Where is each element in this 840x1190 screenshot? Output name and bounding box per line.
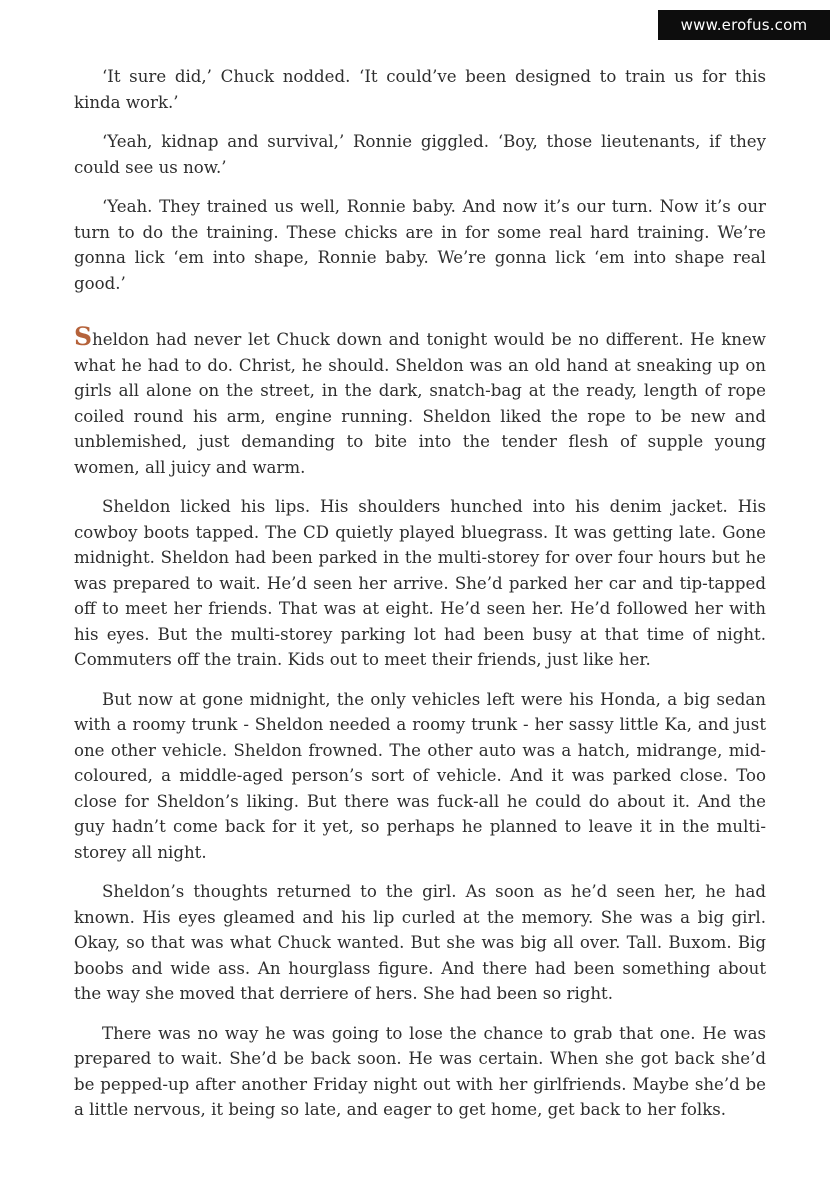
opening-paragraph xyxy=(74,324,766,480)
paragraph: Sheldon’s thoughts returned to the girl. As soon as he’d seen her, he had known. His eyes gleamed and his lip curled at the memory. She was a big girl. Okay, so that was what Chuck wanted. But she was big all over. Tall. Buxom. Big boobs and wide ass. An hourglass figure. And there had been something about the way she moved that derriere of hers. She had been so right. xyxy=(74,882,766,1003)
paragraph: ‘It sure did,’ Chuck nodded. ‘It could’ve been designed to train us for this kinda work.’ xyxy=(74,67,766,112)
opening-paragraph-text: heldon had never let Chuck down and tonight would be no different. He knew what he had to do. Christ, he should. Sheldon was an old hand at sneaking up on girls all alone on the street, in the dark, snatch-bag at the ready, length of rope coiled round his arm, engine running. Sheldon liked the rope to be new and unblemished, just demanding to bite into the tender flesh of supple young women, all juicy and warm. xyxy=(74,330,766,477)
paragraph: ‘Yeah. They trained us well, Ronnie baby. And now it’s our turn. Now it’s our turn to do the training. These chicks are in for some real hard training. We’re gonna lick ‘em into shape, Ronnie baby. We’re gonna lick ‘em into shape real good.’ xyxy=(74,197,766,293)
paragraph: Sheldon licked his lips. His shoulders hunched into his denim jacket. His cowboy boots tapped. The CD quietly played bluegrass. It was getting late. Gone midnight. Sheldon had been parked in the multi-storey for over four hours but he was prepared to wait. He’d seen her arrive. She’d parked her car and tip-tapped off to meet her friends. That was at eight. He’d seen her. He’d followed her with his eyes. But the multi-storey parking lot had been busy at that time of night. Commuters off the train. Kids out to meet their friends, just like her. xyxy=(74,497,766,669)
paragraph: There was no way he was going to lose the chance to grab that one. He was prepared to wait. She’d be back soon. He was certain. When she got back she’d be pepped-up after another Friday night out with her girlfriends. Maybe she’d be a little nervous, it being so late, and eager to get home, get back to her folks. xyxy=(74,1023,766,1119)
dialogue-section xyxy=(74,64,766,310)
paragraph: But now at gone midnight, the only vehicles left were his Honda, a big sedan with a roomy trunk - Sheldon needed a roomy trunk - her sassy little Ka, and just one other vehicle. Sheldon frowned. The other auto was a hatch, midrange, mid-coloured, a middle-aged person’s sort of vehicle. And it was parked close. Too close for Sheldon’s liking. But there was fuck-all he could do about it. And the guy hadn’t come back for it yet, so perhaps he planned to leave it in the multi-storey all night. xyxy=(74,689,766,862)
paragraph: ‘Yeah, kidnap and survival,’ Ronnie giggled. ‘Boy, those lieutenants, if they could see us now.’ xyxy=(74,132,766,177)
site-watermark: www.erofus.com xyxy=(658,10,830,40)
drop-cap: S xyxy=(74,322,93,351)
narrative-section xyxy=(74,324,766,1137)
